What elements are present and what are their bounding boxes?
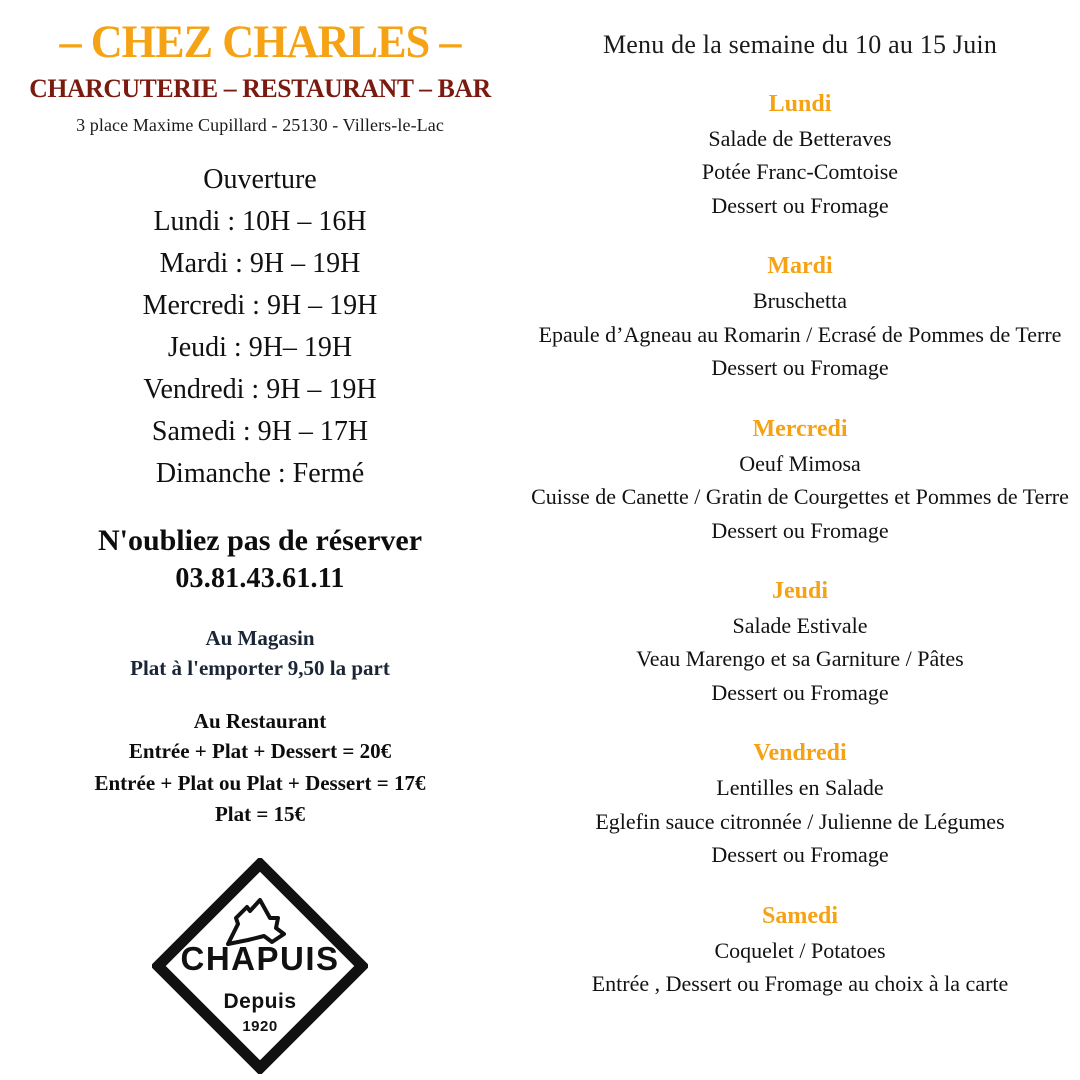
logo-emblem-icon [228,900,284,944]
dish-item: Dessert ou Fromage [711,355,889,381]
shop-takeaway-price: Plat à l'emporter 9,50 la part [130,656,390,681]
dish-item: Cuisse de Canette / Gratin de Courgettes et Pommes de Terre [531,484,1069,510]
dish-item: Dessert ou Fromage [711,517,889,543]
restaurant-tagline: CHARCUTERIE – RESTAURANT – BAR [29,73,491,104]
opening-hours-block [0,160,520,495]
restaurant-name: – CHEZ CHARLES – [59,16,461,68]
weekly-menu-column [520,0,1080,1080]
restaurant-pricing-heading: Au Restaurant [193,708,327,733]
day-heading-samedi: Samedi [761,902,838,929]
restaurant-pricing-block [0,706,520,831]
day-heading-mercredi: Mercredi [752,415,848,442]
hours-row-wednesday: Mercredi : 9H – 19H [142,289,378,321]
price-main-only: Plat = 15€ [214,802,306,826]
day-heading-mardi: Mardi [767,253,833,280]
dish-item: Dessert ou Fromage [711,192,889,218]
menu-day-mardi [520,248,1080,384]
dish-item: Potée Franc-Comtoise [701,159,899,185]
dish-item: Dessert ou Fromage [711,679,889,705]
menu-day-lundi [520,86,1080,222]
menu-day-samedi [520,898,1080,1001]
logo-since-label: Depuis [223,990,297,1013]
dish-item: Salade de Betteraves [708,126,892,151]
shop-pricing-block [0,624,520,684]
day-heading-vendredi: Vendredi [753,740,847,767]
hours-row-tuesday: Mardi : 9H – 19H [159,247,361,279]
price-two-course: Entrée + Plat ou Plat + Dessert = 17€ [94,770,426,795]
hours-row-monday: Lundi : 10H – 16H [153,205,367,237]
restaurant-info-column [0,0,520,1080]
reservation-block [0,521,520,598]
reservation-phone-number[interactable]: 03.81.43.61.11 [175,562,345,594]
dish-item: Lentilles en Salade [716,775,884,801]
dish-item: Dessert ou Fromage [711,842,889,868]
weekly-menu-header: Menu de la semaine du 10 au 15 Juin [602,30,998,59]
dish-item: Eglefin sauce citronnée / Julienne de Légumes [595,808,1005,834]
price-full-menu: Entrée + Plat + Dessert = 20€ [128,739,392,763]
dish-item: Coquelet / Potatoes [714,937,886,963]
restaurant-address: 3 place Maxime Cupillard - 25130 - Villers-le-Lac [76,115,444,136]
dish-item: Oeuf Mimosa [739,450,861,476]
hours-row-sunday: Dimanche : Fermé [155,457,365,489]
logo-since-year: 1920 [242,1018,278,1035]
dish-item: Bruschetta [752,288,848,314]
dish-item: Epaule d’Agneau au Romarin / Ecrasé de Pommes de Terre [538,321,1062,347]
chapuis-logo-svg [152,858,368,1074]
shop-heading: Au Magasin [205,625,315,650]
dish-item: Entrée , Dessert ou Fromage au choix à la carte [591,971,1009,996]
hours-row-saturday: Samedi : 9H – 17H [151,415,369,447]
day-heading-jeudi: Jeudi [771,577,828,604]
hours-row-thursday: Jeudi : 9H– 19H [167,331,353,363]
menu-day-vendredi [520,735,1080,871]
hours-row-friday: Vendredi : 9H – 19H [143,373,377,405]
logo-brand-text: CHAPUIS [180,940,340,977]
opening-hours-title: Ouverture [203,164,317,196]
reservation-prompt: N'oubliez pas de réserver [97,523,423,557]
menu-day-jeudi [520,573,1080,709]
dish-item: Veau Marengo et sa Garniture / Pâtes [636,646,964,672]
menu-day-mercredi [520,411,1080,547]
dish-item: Salade Estivale [732,612,868,638]
chapuis-logo [152,858,368,1074]
day-heading-lundi: Lundi [768,91,832,117]
